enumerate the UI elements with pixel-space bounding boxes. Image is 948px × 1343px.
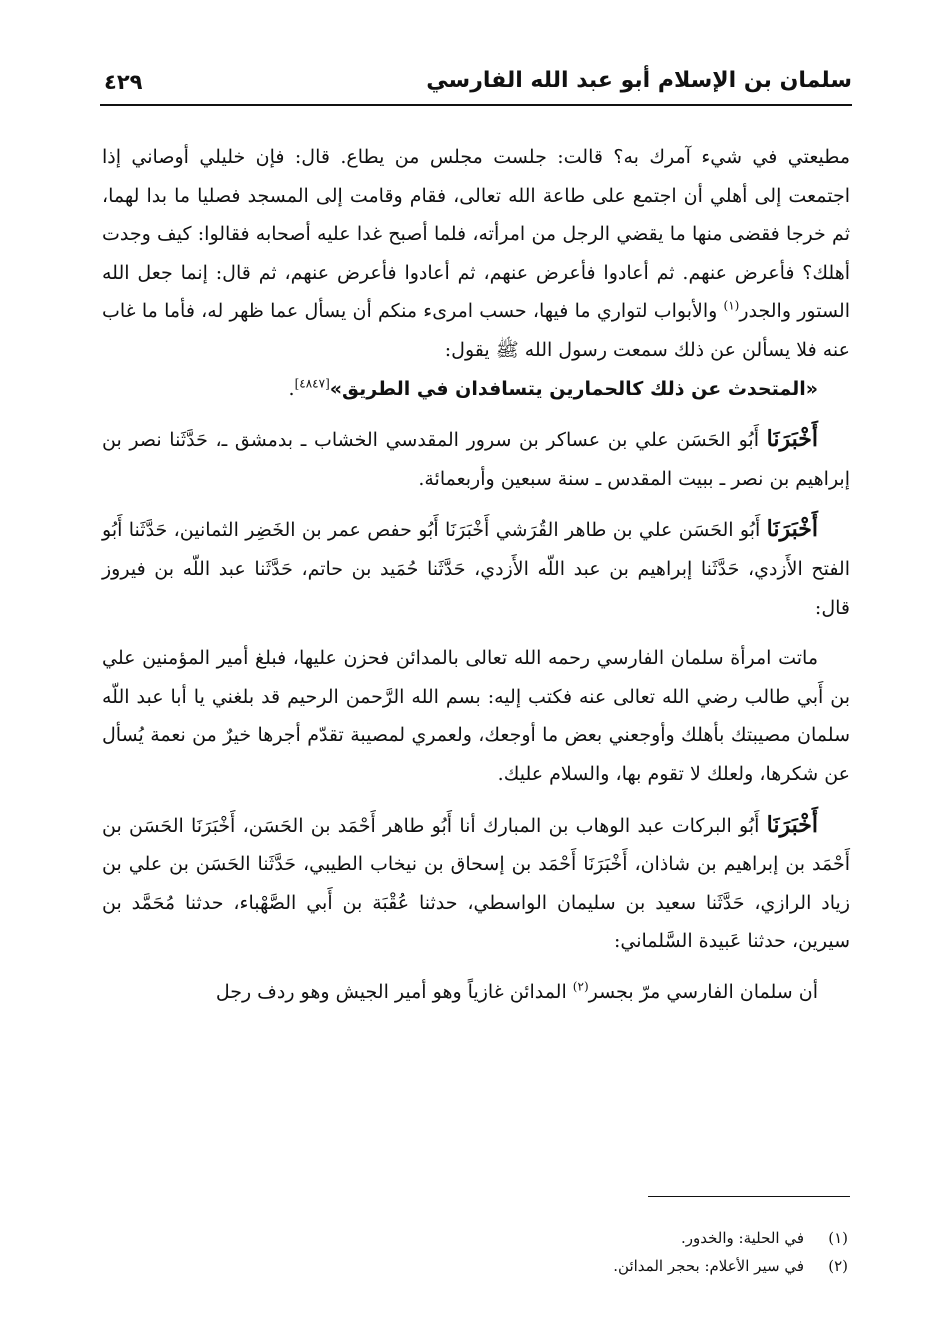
footnote-ref-2: (٢) [572, 979, 589, 994]
main-text [102, 138, 850, 1011]
page-number: ٤٢٩ [104, 70, 143, 94]
paragraph-4: ماتت امرأة سلمان الفارسي رحمه الله تعالى بالمدائن فحزن عليها، فبلغ أمير المؤمنين علي بن أَبي طالب رضي الله تعالى عنه فكتب إليه: بسم الله الرَّحمن الرحيم قد بلغني يا أبا عبد اللّه سلمان مصيبتك بأهلك وأوجعني بعض ما أوجعك، ولعمري لمصيبة تقدّم أجرها خيرٌ من نعمة يُسأل عن شكرها، ولعلك لا تقوم بها، والسلام عليك. [102, 647, 850, 785]
footnote-2: (٢)في سير الأعلام: بحجر المدائن. [613, 1257, 848, 1275]
footnote-ref-1: (١) [723, 299, 740, 314]
hadith-number: [٤٨٤٧] [294, 376, 330, 391]
hadith-quote: «المتحدث عن ذلك كالحمارين يتسافدان في الطريق»[٤٨٤٧]. [288, 376, 818, 400]
paragraph-1: مطيعتي في شيء آمرك به؟ قالت: جلست مجلس من يطاع. قال: فإن خليلي أوصاني إذا اجتمعت إلى أهلي أن اجتمع على طاعة الله تعالى، فقام وقامت إلى المسجد فصليا ما بدا لهما، ثم خرجا فقضى منها ما يقضي الرجل من امرأته، فلما أصبح غدا عليه أصحابه فقالوا: كيف وجدت أهلك؟ فأعرض عنهم. ثم أعادوا فأعرض عنهم، ثم أعادوا فأعرض عنهم، ثم قال: إنما جعل الله الستور والجدر$^{(١)}$ والأبواب لتواري ما فيها، حسب امرىء منكم أن يسأل عما ظهر له، فأما ما غاب عنه فلا يسألن عن ذلك سمعت رسول الله ﷺ يقول: [102, 146, 850, 361]
page-header [100, 68, 852, 106]
footnotes [102, 1224, 850, 1280]
paragraph-5: أَخْبَرَنَا أَبُو البركات عبد الوهاب بن المبارك أنا أَبُو طاهر أَحْمَد بن الحَسَن، أَخْبَرَنَا الحَسَن بن أَحْمَد بن إبراهيم بن شاذان، أَخْبَرَنَا أَحْمَد بن إسحاق بن نيخاب الطيبي، حَدَّثَنا الحَسَن بن علي بن زياد الرازي، حَدَّثَنا سعيد بن سليمان الواسطي، حدثنا عُقْبَة بن أَبي الصَّهْباء، حدثنا مُحَمَّد بن سيرين، حدثنا عَبيدة السَّلماني: [102, 811, 850, 953]
footnote-1: (١)في الحلية: والخدور. [680, 1229, 848, 1247]
paragraph-2: أَخْبَرَنَا أَبُو الحَسَن علي بن عساكر بن سرور المقدسي الخشاب ـ بدمشق ـ، حَدَّثَنا نصر بن إبراهيم بن نصر ـ ببيت المقدس ـ سنة سبعين وأربعمائة. [102, 426, 850, 490]
paragraph-3: أَخْبَرَنَا أَبُو الحَسَن علي بن طاهر القُرَشي أَخْبَرَنَا أَبُو حفص عمر بن الخَضِر الثمانين، حَدَّثَنا أَبُو الفتح الأَزدي، حَدَّثَنا إبراهيم بن عبد اللّه الأَزدي، حَدَّثَنا حُمَيد بن حاتم، حَدَّثَنا عبد اللّه بن فيروز قال: [102, 516, 850, 619]
paragraph-6: أن سلمان الفارسي مرّ بجسر$^{(٢)}$ المدائن غازياً وهو أمير الجيش وهو ردف رجل [215, 979, 818, 1003]
running-title: سلمان بن الإسلام أبو عبد الله الفارسي [426, 68, 852, 93]
footnote-separator [648, 1196, 850, 1197]
